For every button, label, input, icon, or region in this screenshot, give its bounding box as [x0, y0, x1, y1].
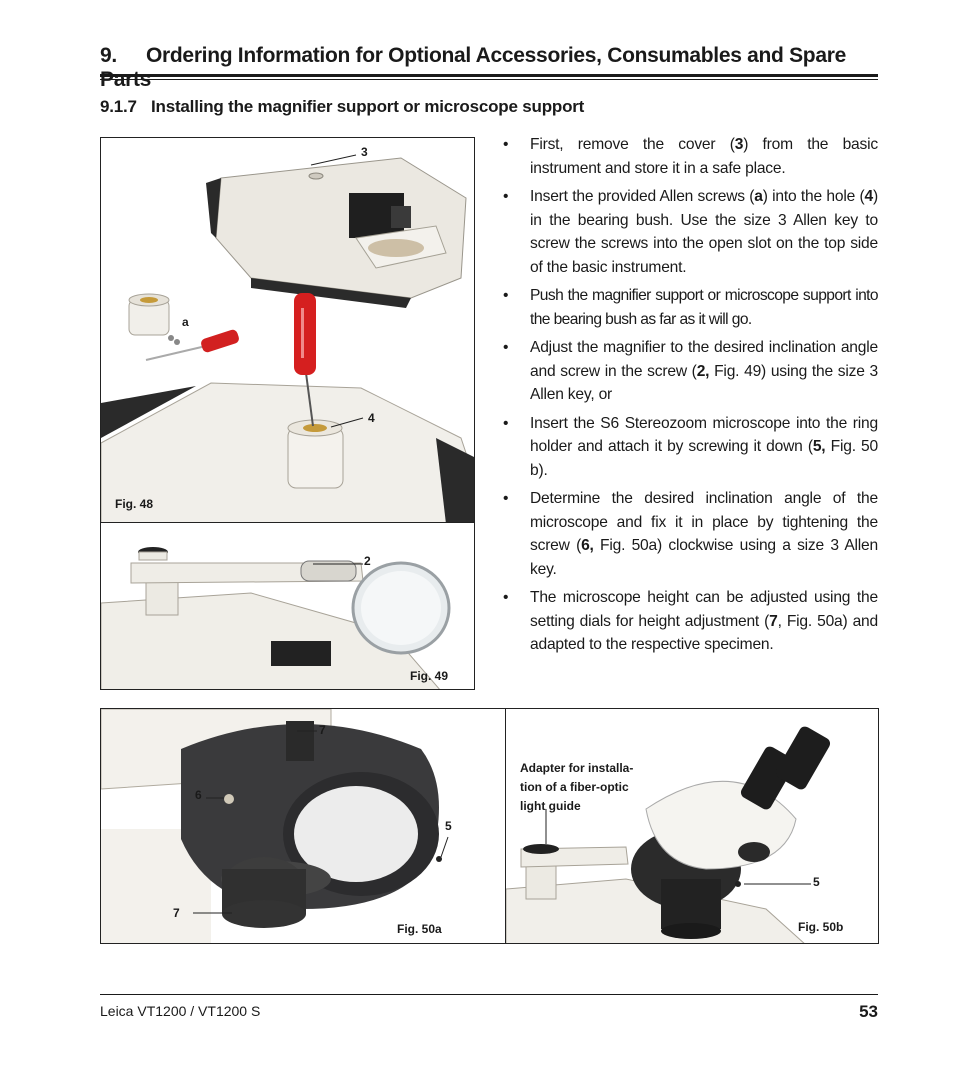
figure-48-illustration [101, 138, 475, 523]
callout-5b: 5 [813, 875, 820, 889]
heading-rule-thin [100, 79, 878, 80]
figure-50a [100, 708, 506, 944]
callout-7-top: 7 [319, 723, 326, 737]
callout-7-bottom: 7 [173, 906, 180, 920]
caption-fig-50a: Fig. 50a [397, 922, 442, 936]
instruction-item: • First, remove the cover (3) from the basic instrument and store it in a safe place. [503, 136, 878, 177]
instruction-item: • Adjust the magnifier to the desired inclination angle and screw in the screw (2, Fig. 49) using the size 3 Allen key, or [503, 339, 879, 403]
figure-50b-illustration [506, 709, 879, 944]
instruction-item: • Determine the desired inclination angle of the microscope and fix it in place by tightening the screw (6, Fig. 50a) clockwise using a size 3 Allen key. [503, 490, 878, 578]
figure-48 [100, 137, 475, 523]
callout-4: 4 [368, 411, 375, 425]
callout-5: 5 [445, 819, 452, 833]
subsection-number: 9.1.7 [100, 97, 137, 116]
figure-49 [100, 522, 475, 690]
subsection-title: Installing the magnifier support or microscope support [151, 97, 585, 116]
instruction-item: • Insert the provided Allen screws (a) into the hole (4) in the bearing bush. Use the size 3 Allen key to screw the screws into the open slot on the top side of the basic instrument. [503, 188, 878, 276]
caption-fig-48: Fig. 48 [115, 497, 154, 511]
footer-product: Leica VT1200 / VT1200 S [100, 1003, 261, 1019]
section-heading [100, 44, 878, 92]
instruction-item: • Insert the S6 Stereozoom microscope into the ring holder and attach it by screwing it down (5, Fig. 50 b). [503, 414, 879, 479]
subsection-heading [100, 97, 584, 117]
caption-fig-49: Fig. 49 [410, 669, 449, 683]
heading-rule [100, 74, 878, 77]
instruction-list [500, 133, 878, 662]
callout-2: 2 [364, 554, 371, 568]
figure-49-illustration [101, 523, 475, 690]
adapter-label-line-2: tion of a fiber-optic [520, 780, 629, 794]
figure-50b [505, 708, 879, 944]
adapter-label-line-3: light guide [520, 799, 581, 813]
adapter-label-line-1: Adapter for installa- [520, 761, 634, 775]
section-title: Ordering Information for Optional Accessories, Consumables and Spare [146, 44, 846, 67]
page-number: 53 [859, 1002, 878, 1021]
instruction-item: • Push the magnifier support or microscope support into the bearing bush as far as it will go. [503, 287, 878, 328]
callout-a: a [182, 315, 189, 329]
section-number: 9. [100, 44, 117, 67]
footer-rule [100, 994, 878, 995]
caption-fig-50b: Fig. 50b [798, 920, 844, 934]
adapter-label [520, 759, 633, 816]
instruction-item: • The microscope height can be adjusted using the setting dials for height adjustment (7, Fig. 50a) and adapted to the respective specimen. [503, 589, 878, 653]
callout-6: 6 [195, 788, 202, 802]
callout-3: 3 [361, 145, 368, 159]
